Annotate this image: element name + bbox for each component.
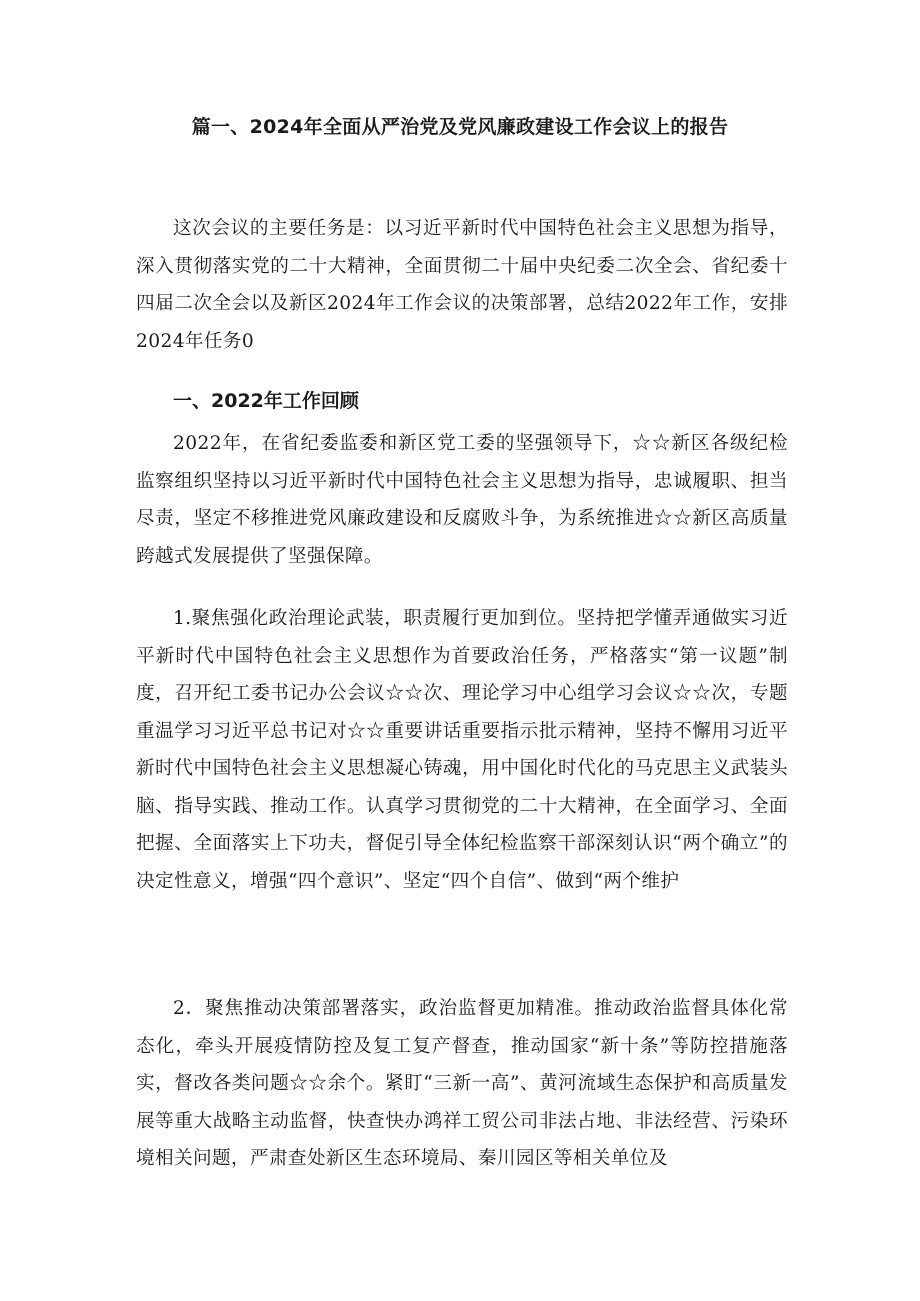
section-heading-work-review: 一、2022年工作回顾 <box>173 390 359 412</box>
item-2-paragraph: 2．聚焦推动决策部署落实，政治监督更加精准。推动政治监督具体化常态化，牵头开展疫情防控及复工复产督查，推动国家“新十条”等防控措施落实，督改各类问题☆☆余个。紧盯“三新一高”、黄河流域生态保护和高质量发展等重大战略主动监督，快查快办鸿祥工贸公司非法占地、非法经营、污染环境相关问题，严肃查处新区生态环境局、秦川园区等相关单位及 <box>136 998 788 1169</box>
item-1-paragraph: 1.聚焦强化政治理论武装，职责履行更加到位。坚持把学懂弄通做实习近平新时代中国特色社会主义思想作为首要政治任务，严格落实“第一议题”制度，召开纪工委书记办公会议☆☆次、理论学习中心组学习会议☆☆次，专题重温学习习近平总书记对☆☆重要讲话重要指示批示精神，坚持不懈用习近平新时代中国特色社会主义思想凝心铸魂，用中国化时代化的马克思主义武装头脑、指导实践、推动工作。认真学习贯彻党的二十大精神，在全面学习、全面把握、全面落实上下功夫，督促引导全体纪检监察干部深刻认识“两个确立”的决定性意义，增强“四个意识”、坚定“四个自信”、做到“两个维护 <box>136 608 788 892</box>
document-title: 篇一、2024年全面从严治党及党风廉政建设工作会议上的报告 <box>191 116 729 138</box>
review-paragraph: 2022年，在省纪委监委和新区党工委的坚强领导下，☆☆新区各级纪检监察组织坚持以习近平新时代中国特色社会主义思想为指导，忠诚履职、担当尽责，坚定不移推进党风廉政建设和反腐败斗争，为系统推进☆☆新区高质量跨越式发展提供了坚强保障。 <box>136 433 788 567</box>
intro-paragraph: 这次会议的主要任务是：以习近平新时代中国特色社会主义思想为指导，深入贯彻落实党的二十大精神，全面贯彻二十届中央纪委二次全会、省纪委十四届二次全会以及新区2024年工作会议的决策部署，总结2022年工作，安排2024年任务0 <box>136 218 788 352</box>
